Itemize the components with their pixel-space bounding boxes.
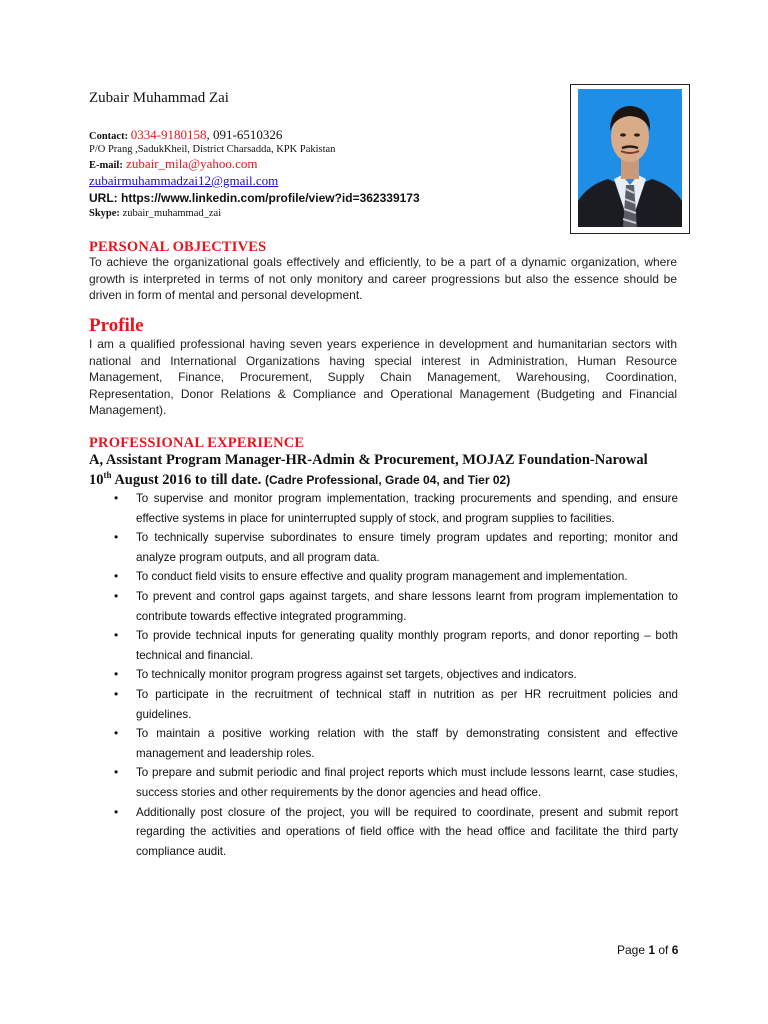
- contact-separator: :: [124, 131, 131, 142]
- profile-photo-frame: [570, 84, 690, 234]
- list-item: • To technically monitor program progress against set targets, objectives and indicators.: [110, 665, 678, 685]
- job-dates: [89, 470, 510, 489]
- job-title: A, Assistant Program Manager-HR-Admin & Procurement, MOJAZ Foundation-Narowal: [89, 452, 648, 468]
- list-item: • To conduct field visits to ensure effective and quality program management and implementation.: [110, 567, 678, 587]
- list-item: • To technically supervise subordinates to ensure timely program updates and reporting; monitor and analyze program outputs, and all program data.: [110, 528, 678, 567]
- contact-label: Contact: [89, 131, 125, 142]
- profile-heading: Profile: [89, 315, 144, 336]
- candidate-name: Zubair Muhammad Zai: [89, 90, 229, 106]
- portrait-illustration: [578, 89, 682, 227]
- page-number: [617, 943, 678, 957]
- job-date-day: 10: [89, 471, 104, 488]
- address-line: P/O Prang ,SadukKheil, District Charsadda, KPK Pakistan: [89, 144, 336, 155]
- skype-label: Skype:: [89, 208, 120, 219]
- job-date-rest: August 2016 to till date.: [111, 471, 265, 488]
- page-label: Page: [617, 943, 649, 957]
- objectives-text: To achieve the organizational goals effectively and efficiently, to be a part of a dynamic organization, where growth is interpreted in terms of not only monitory and career progressions but also the essence should be driven in form of mental and personal development.: [89, 255, 677, 302]
- list-item: • To prepare and submit periodic and final project reports which must include lessons learnt, case studies, success stories and other requirements by the donor agencies and head office.: [110, 763, 678, 802]
- objectives-heading: PERSONAL OBJECTIVES: [89, 239, 267, 255]
- list-item: • To participate in the recruitment of technical staff in nutrition as per HR recruitment policies and guidelines.: [110, 685, 678, 724]
- list-item: • To maintain a positive working relation with the staff by demonstrating consistent and effective management and leadership roles.: [110, 724, 678, 763]
- email-secondary[interactable]: zubairmuhammadzai12@gmail.com: [89, 173, 279, 188]
- linkedin-url[interactable]: URL: https://www.linkedin.com/profile/view?id=362339173: [89, 191, 420, 205]
- list-item: • To provide technical inputs for generating quality monthly program reports, and donor reporting – both technical and financial.: [110, 626, 678, 665]
- email-primary[interactable]: zubair_mila@yahoo.com: [122, 156, 258, 171]
- skype-value: zubair_muhammad_zai: [119, 208, 222, 219]
- profile-photo: [578, 89, 682, 227]
- email-line: [89, 156, 258, 172]
- phone-primary: 0334-9180158: [130, 127, 207, 142]
- experience-heading: PROFESSIONAL EXPERIENCE: [89, 435, 305, 451]
- job-detail: (Cadre Professional, Grade 04, and Tier 02): [264, 472, 511, 487]
- page-of: of: [655, 943, 672, 957]
- list-item: • To prevent and control gaps against targets, and share lessons learnt from program implementation to contribute towards effective integrated programming.: [110, 587, 678, 626]
- contact-line: [89, 127, 282, 143]
- page-current: 1: [648, 943, 656, 957]
- list-item: • Additionally post closure of the project, you will be required to coordinate, present and submit report regarding the activities and operations of field office with the head office and facilitate the third party compliance audit.: [110, 803, 678, 862]
- phone-secondary: , 091-6510326: [206, 127, 283, 142]
- responsibilities-list: [110, 489, 678, 861]
- email-label: E-mail:: [89, 160, 123, 171]
- skype-line: [89, 208, 221, 219]
- list-item: • To supervise and monitor program implementation, tracking procurements and spending, and ensure effective systems in place for uninterrupted supply of stock, and program supplies to facilities.: [110, 489, 678, 528]
- page-total: 6: [671, 943, 679, 957]
- job-date-suffix: th: [103, 470, 112, 480]
- profile-text: I am a qualified professional having seven years experience in development and humanitarian sectors with national and International Organizations having special interest in Administration, Human Resource Management, Finance, Procurement, Supply Chain Management, Warehousing, Coordination, Representation, Donor Relations & Compliance and Operational Management (Budgeting and Financial Management).: [89, 337, 677, 417]
